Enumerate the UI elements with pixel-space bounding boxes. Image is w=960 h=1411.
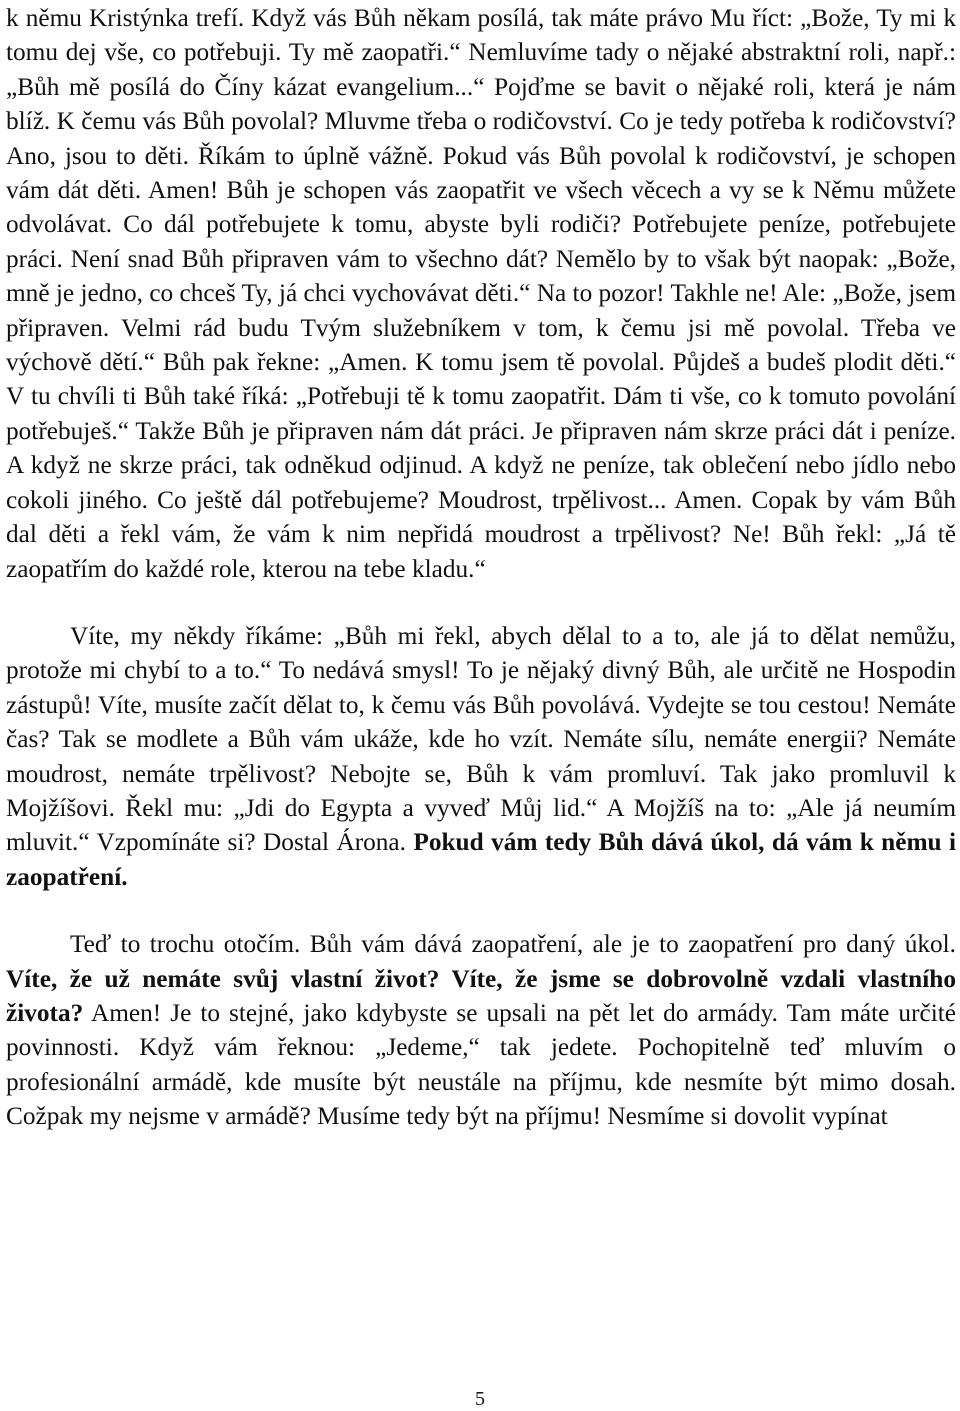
paragraph-3-text-b: Amen! Je to stejné, jako kdybyste se upsali na pět let do armády. Tam máte určité povinnosti. Když vám řeknou: „Jedeme,“ tak jedete. Pochopitelně teď mluvím o profesionální armádě, kde musíte být neustále na příjmu, kde nesmíte být mimo dosah. Cožpak my nejsme v armádě? Musíme tedy být na příjmu! Nesmíme si dovolit vypínat <box>6 998 957 1131</box>
paragraph-1 <box>6 0 956 586</box>
page-number: 5 <box>475 1388 485 1410</box>
paragraph-1-text: k němu Kristýnka trefí. Když vás Bůh někam posílá, tak máte právo Mu říct: „Bože, Ty mi k tomu dej vše, co potřebuji. Ty mě zaopatři.“ Nemluvíme tady o nějaké abstraktní roli, např.: „Bůh mě posílá do Číny kázat evangelium...“ Pojďme se bavit o nějaké roli, která je nám blíž. K čemu vás Bůh povolal? Mluvme třeba o rodičovství. Co je tedy potřeba k rodičovství? Ano, jsou to děti. Říkám to úplně vážně. Pokud vás Bůh povolal k rodičovství, je schopen vám dát děti. Amen! Bůh je schopen vás zaopatřit ve všech věcech a vy se k Němu můžete odvolávat. Co dál potřebujete k tomu, abyste byli rodiči? Potřebujete peníze, potřebujete práci. Není snad Bůh připraven vám to všechno dát? Nemělo by to však být naopak: „Bože, mně je jedno, co chceš Ty, já chci vychovávat děti.“ Na to pozor! Takhle ne! Ale: „Bože, jsem připraven. Velmi rád budu Tvým služebníkem v tom, k čemu jsi mě povolal. Třeba ve výchově dětí.“ Bůh pak řekne: „Amen. K tomu jsem tě povolal. Půjdeš a budeš plodit děti.“ V tu chvíli ti Bůh také říká: „Potřebuji tě k tomu zaopatřit. Dám ti vše, co k tomuto povolání potřebuješ.“ Takže Bůh je připraven nám dát práci. Je připraven nám skrze práci dát i peníze. A když ne skrze práci, tak odněkud odjinud. A když ne peníze, tak oblečení nebo jídlo nebo cokoli jiného. Co ještě dál potřebujeme? Moudrost, trpělivost... Amen. Copak by vám Bůh dal děti a řekl vám, že vám k nim nepřidá moudrost a trpělivost? Ne! Bůh řekl: „Já tě zaopatřím do každé role, kterou na tebe kladu.“ <box>6 4 956 583</box>
paragraph-3-text-a: Teď to trochu otočím. Bůh vám dává zaopatření, ale je to zaopatření pro daný úkol. <box>70 930 956 959</box>
paragraph-2-text: Víte, my někdy říkáme: „Bůh mi řekl, abych dělal to a to, ale já to dělat nemůžu, protože mi chybí to a to.“ To nedává smysl! To je nějaký divný Bůh, ale určitě ne Hospodin zástupů! Víte, musíte začít dělat to, k čemu vás Bůh povolává. Vydejte se tou cestou! Nemáte čas? Tak se modlete a Bůh vám ukáže, kde ho vzít. Nemáte sílu, nemáte energii? Nemáte moudrost, nemáte trpělivost? Nebojte se, Bůh k vám promluví. Tak jako promluvil k Mojžíšovi. Řekl mu: „Jdi do Egypta a vyveď Můj lid.“ A Mojžíš na to: „Ale já neumím mluvit.“ Vzpomínáte si? Dostal Árona. <box>6 621 956 857</box>
paragraph-2 <box>6 619 956 894</box>
document-page <box>6 0 956 1134</box>
paragraph-2-bold-text: Pokud vám tedy Bůh dává úkol, dá vám k němu i zaopatření. <box>6 828 957 891</box>
paragraph-3-bold-text: Víte, že už nemáte svůj vlastní život? Víte, že jsme se dobrovolně vzdali vlastního života? <box>6 964 956 1027</box>
paragraph-3 <box>6 927 956 1133</box>
